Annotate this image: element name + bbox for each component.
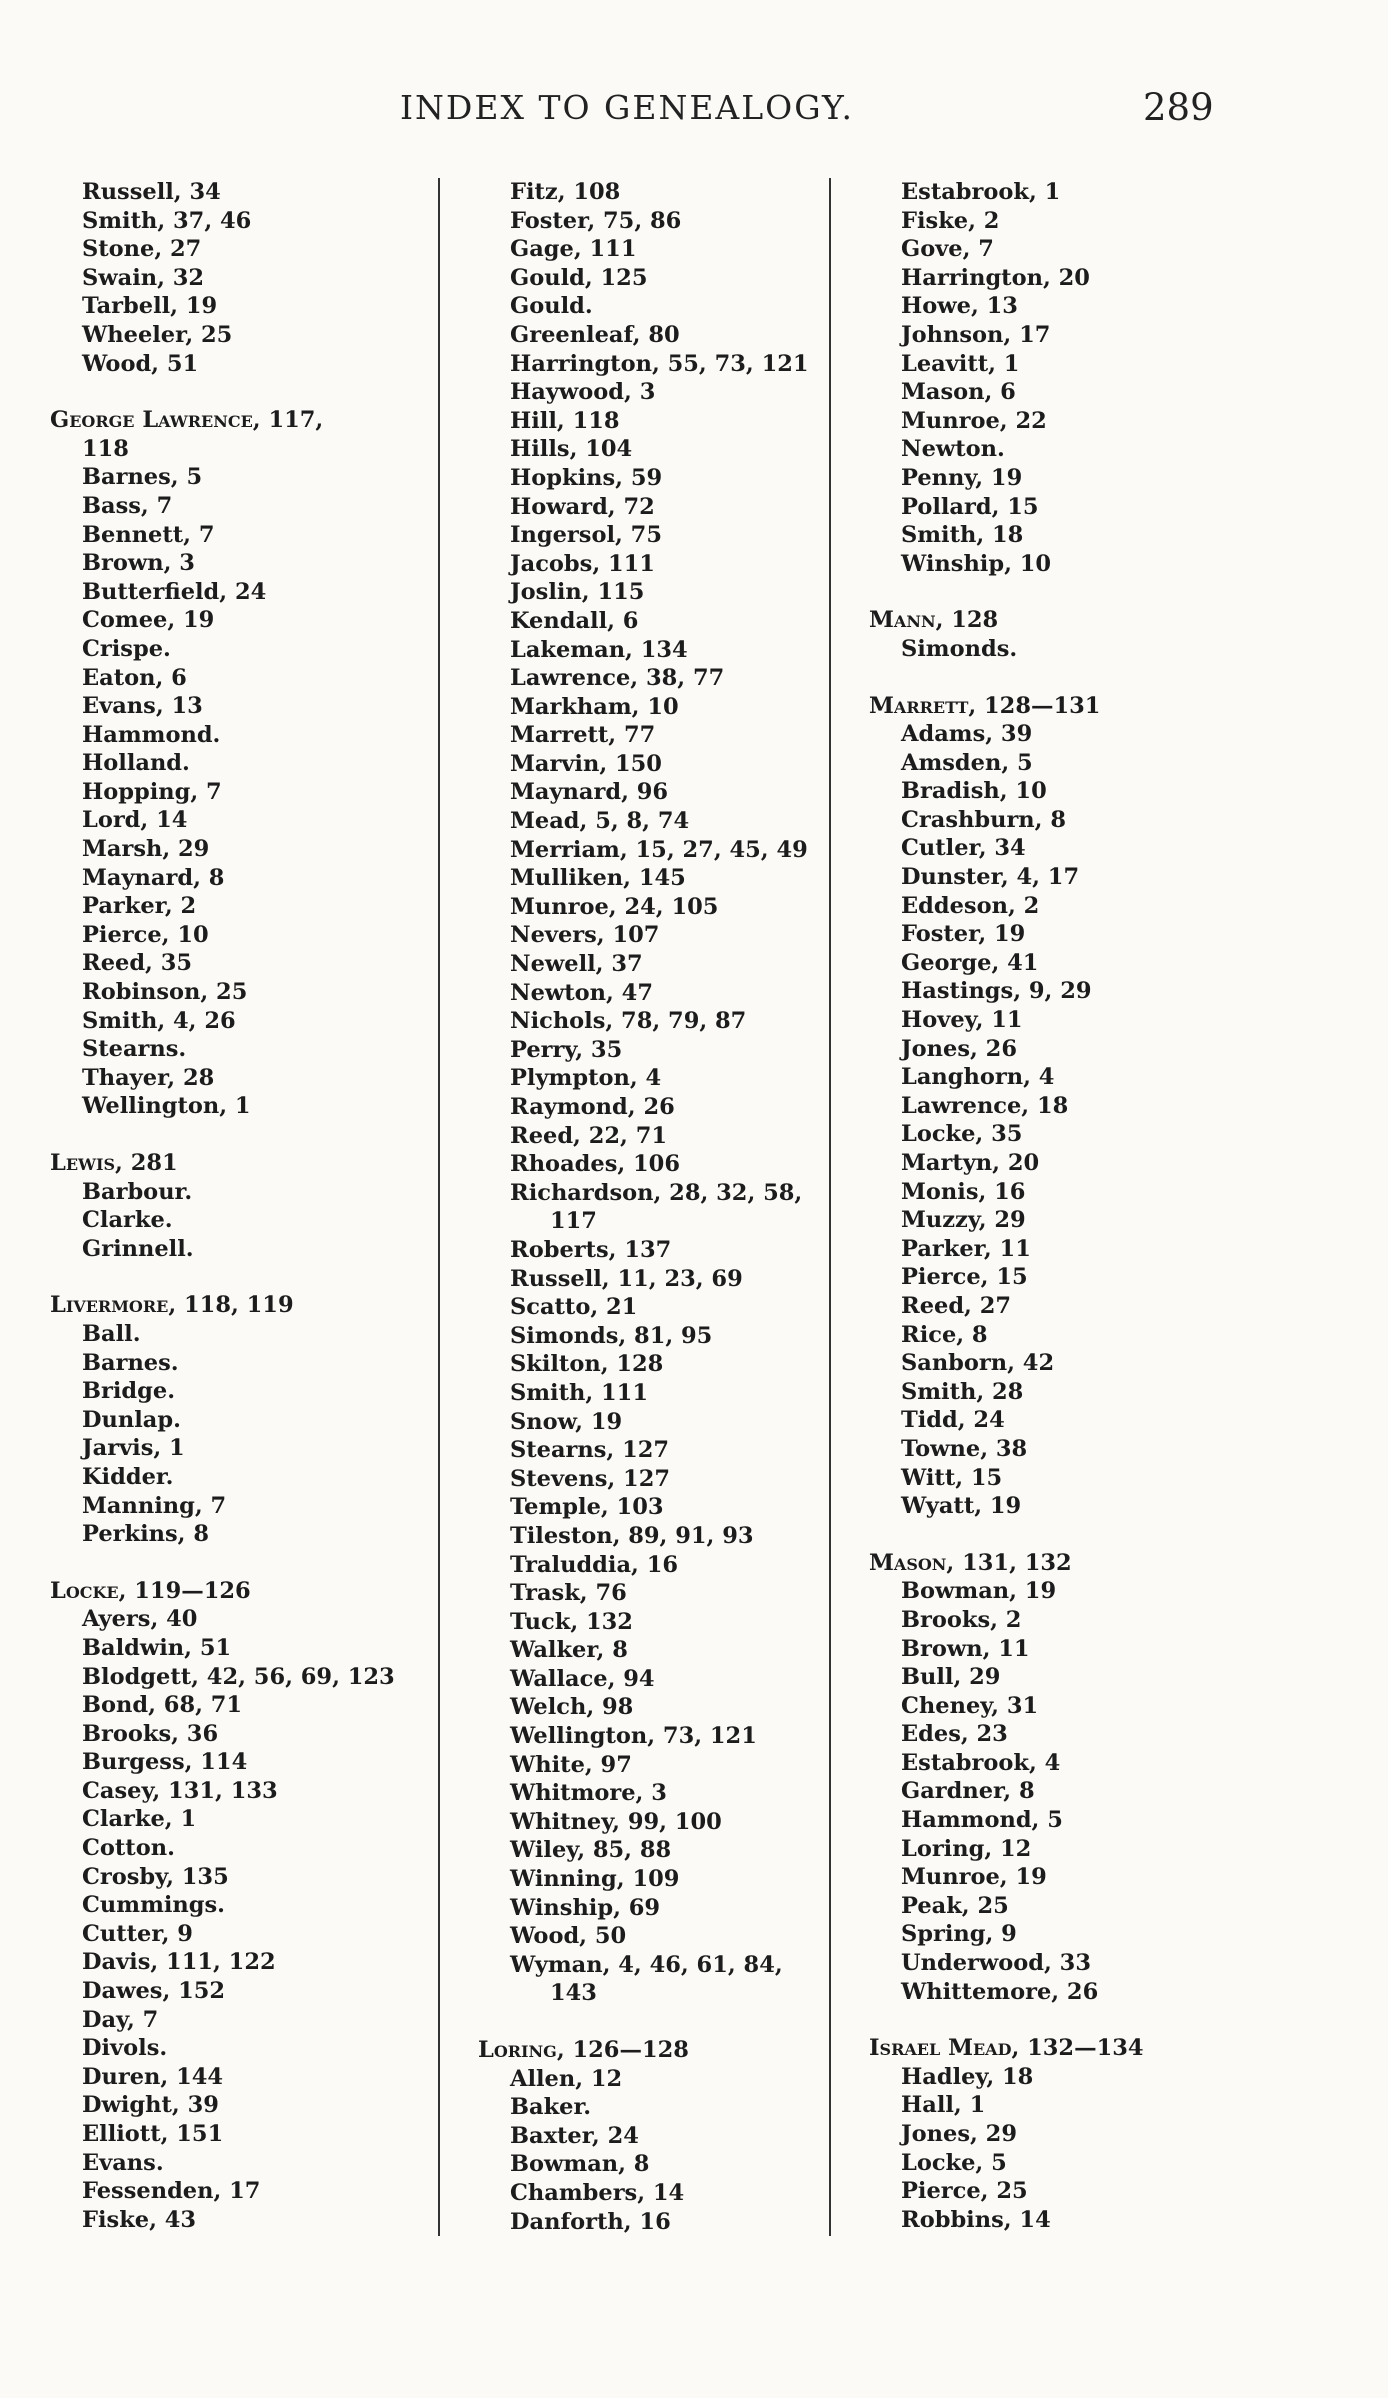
index-subentry: Hill, 118 — [510, 407, 620, 434]
index-subentry: Howe, 13 — [901, 293, 1018, 320]
index-subentry: Reed, 27 — [901, 1292, 1012, 1319]
index-subentry: Estabrook, 4 — [901, 1749, 1061, 1776]
index-subentry: Marsh, 29 — [82, 836, 210, 863]
index-continuation: 143 — [550, 1980, 597, 2007]
index-subentry: Munroe, 19 — [901, 1864, 1047, 1891]
index-subentry: Bridge. — [82, 1378, 176, 1405]
index-subentry: Bowman, 19 — [901, 1578, 1057, 1605]
index-subentry: Chambers, 14 — [510, 2179, 685, 2206]
index-subentry: Burgess, 114 — [82, 1749, 248, 1776]
index-subentry: Bond, 68, 71 — [82, 1692, 243, 1719]
index-subentry: Wheeler, 25 — [82, 321, 233, 348]
index-subentry: Gould. — [510, 293, 593, 320]
index-subentry: Cummings. — [82, 1892, 226, 1919]
index-subentry: Wellington, 73, 121 — [510, 1723, 757, 1750]
index-subentry: Butterfield, 24 — [82, 578, 267, 605]
index-subentry: Spring, 9 — [901, 1921, 1017, 1948]
index-subentry: Newell, 37 — [510, 951, 643, 978]
index-subentry: Whittemore, 26 — [901, 1978, 1099, 2005]
index-subentry: Stearns, 127 — [510, 1437, 670, 1464]
index-subentry: Wood, 51 — [82, 350, 199, 377]
index-subentry: Whitmore, 3 — [510, 1780, 667, 1807]
index-subentry: Perkins, 8 — [82, 1521, 209, 1548]
index-subentry: Newton. — [901, 436, 1005, 463]
index-subentry: Foster, 75, 86 — [510, 207, 682, 234]
index-subentry: Bradish, 10 — [901, 778, 1047, 805]
running-head-title: INDEX TO GENEALOGY. — [400, 88, 855, 127]
index-subentry: Tidd, 24 — [901, 1407, 1005, 1434]
index-subentry: Brooks, 36 — [82, 1720, 219, 1747]
index-subentry: Joslin, 115 — [510, 579, 645, 606]
index-subentry: Gove, 7 — [901, 236, 994, 263]
index-subentry: Wood, 50 — [510, 1923, 627, 1950]
index-subentry: Divols. — [82, 2035, 168, 2062]
index-subentry: Cheney, 31 — [901, 1692, 1039, 1719]
index-subentry: Walker, 8 — [510, 1637, 628, 1664]
index-subentry: Crashburn, 8 — [901, 806, 1066, 833]
index-heading: Mason, 131, 132 — [869, 1549, 1072, 1576]
column-divider-1 — [438, 178, 440, 2236]
index-subentry: Gage, 111 — [510, 236, 637, 263]
index-subentry: Tuck, 132 — [510, 1608, 633, 1635]
index-subentry: Simonds, 81, 95 — [510, 1322, 713, 1349]
index-subentry: Smith, 37, 46 — [82, 207, 252, 234]
index-subentry: Wyatt, 19 — [901, 1493, 1022, 1520]
index-subentry: Munroe, 24, 105 — [510, 893, 719, 920]
index-subentry: Jarvis, 1 — [82, 1435, 185, 1462]
index-subentry: Smith, 18 — [901, 522, 1024, 549]
index-subentry: Hovey, 11 — [901, 1007, 1023, 1034]
index-subentry: Whitney, 99, 100 — [510, 1808, 722, 1835]
index-subentry: Leavitt, 1 — [901, 350, 1020, 377]
index-subentry: Wellington, 1 — [82, 1093, 251, 1120]
index-subentry: Greenleaf, 80 — [510, 321, 680, 348]
index-subentry: Eaton, 6 — [82, 664, 187, 691]
index-continuation: 118 — [82, 435, 129, 462]
index-subentry: Dunlap. — [82, 1406, 181, 1433]
index-subentry: Muzzy, 29 — [901, 1207, 1026, 1234]
index-subentry: Elliott, 151 — [82, 2121, 224, 2147]
index-subentry: Manning, 7 — [82, 1492, 227, 1519]
index-subentry: Adams, 39 — [901, 721, 1033, 748]
index-subentry: Maynard, 8 — [82, 864, 225, 891]
index-subentry: Marrett, 77 — [510, 722, 656, 749]
column-divider-2 — [829, 178, 831, 2236]
index-subentry: Perry, 35 — [510, 1036, 623, 1063]
index-subentry: Rice, 8 — [901, 1321, 988, 1348]
index-column-1 — [50, 178, 430, 2234]
index-subentry: Howard, 72 — [510, 493, 655, 520]
index-heading: Mann, 128 — [869, 607, 999, 634]
index-subentry: Hall, 1 — [901, 2092, 986, 2119]
index-subentry: Estabrook, 1 — [901, 179, 1061, 205]
index-subentry: Marvin, 150 — [510, 750, 662, 777]
index-subentry: Kendall, 6 — [510, 607, 639, 634]
index-subentry: Raymond, 26 — [510, 1094, 675, 1120]
index-subentry: Hopkins, 59 — [510, 464, 663, 491]
index-subentry: Merriam, 15, 27, 45, 49 — [510, 836, 808, 863]
index-subentry: Traluddia, 16 — [510, 1551, 679, 1578]
index-subentry: Towne, 38 — [901, 1435, 1028, 1462]
index-subentry: Johnson, 17 — [901, 321, 1051, 348]
index-subentry: Robbins, 14 — [901, 2206, 1051, 2233]
index-subentry: Smith, 4, 26 — [82, 1007, 236, 1034]
index-subentry: Ayers, 40 — [82, 1606, 198, 1633]
index-subentry: Baldwin, 51 — [82, 1634, 232, 1661]
index-subentry: Cotton. — [82, 1835, 175, 1862]
index-heading: Israel Mead, 132—134 — [869, 2035, 1144, 2062]
index-subentry: Harrington, 55, 73, 121 — [510, 350, 809, 377]
index-subentry: Bennett, 7 — [82, 521, 215, 548]
index-subentry: Clarke. — [82, 1207, 173, 1234]
index-subentry: Hammond. — [82, 721, 221, 748]
index-heading: Marrett, 128—131 — [869, 692, 1101, 719]
index-subentry: Newton, 47 — [510, 979, 653, 1006]
index-subentry: Wiley, 85, 88 — [510, 1837, 672, 1864]
index-subentry: Barnes, 5 — [82, 464, 203, 491]
index-subentry: Bass, 7 — [82, 492, 173, 519]
index-subentry: Temple, 103 — [510, 1494, 664, 1521]
index-subentry: Crosby, 135 — [82, 1863, 229, 1890]
index-subentry: Ball. — [82, 1320, 141, 1347]
index-subentry: Scatto, 21 — [510, 1294, 638, 1321]
index-subentry: Dawes, 152 — [82, 1978, 226, 2005]
index-subentry: Robinson, 25 — [82, 979, 248, 1006]
index-subentry: Bowman, 8 — [510, 2151, 650, 2178]
index-subentry: Allen, 12 — [510, 2065, 623, 2092]
index-subentry: Mason, 6 — [901, 379, 1016, 406]
index-subentry: Nichols, 78, 79, 87 — [510, 1008, 747, 1035]
index-heading: Loring, 126—128 — [478, 2037, 689, 2063]
index-subentry: Penny, 19 — [901, 464, 1023, 491]
index-subentry: Smith, 111 — [510, 1379, 648, 1406]
index-subentry: Simonds. — [901, 635, 1018, 662]
index-subentry: Pierce, 10 — [82, 921, 209, 948]
index-heading: Livermore, 118, 119 — [50, 1292, 294, 1319]
index-subentry: Baxter, 24 — [510, 2122, 639, 2149]
index-subentry: Foster, 19 — [901, 921, 1026, 948]
index-subentry: Jacobs, 111 — [510, 550, 655, 577]
index-subentry: Munroe, 22 — [901, 407, 1047, 434]
index-subentry: Dunster, 4, 17 — [901, 864, 1080, 891]
index-subentry: Pierce, 25 — [901, 2178, 1028, 2205]
index-subentry: White, 97 — [510, 1751, 632, 1778]
index-subentry: Eddeson, 2 — [901, 892, 1040, 919]
index-subentry: Ingersol, 75 — [510, 522, 662, 549]
index-subentry: Stevens, 127 — [510, 1465, 671, 1492]
index-subentry: Comee, 19 — [82, 607, 215, 634]
index-subentry: Roberts, 137 — [510, 1236, 672, 1263]
index-subentry: Welch, 98 — [510, 1694, 634, 1721]
index-subentry: Nevers, 107 — [510, 922, 660, 949]
index-subentry: Hopping, 7 — [82, 778, 222, 805]
index-subentry: Stone, 27 — [82, 236, 202, 263]
index-subentry: Fiske, 2 — [901, 207, 1000, 234]
index-subentry: Hills, 104 — [510, 436, 633, 463]
index-subentry: Mulliken, 145 — [510, 865, 686, 892]
index-subentry: Lawrence, 38, 77 — [510, 665, 725, 692]
index-subentry: Evans, 13 — [82, 693, 203, 720]
index-subentry: Baker. — [510, 2094, 592, 2121]
index-subentry: Jones, 26 — [901, 1035, 1017, 1062]
index-heading: Lewis, 281 — [50, 1150, 178, 1176]
index-subentry: Smith, 28 — [901, 1378, 1024, 1405]
index-subentry: Fiske, 43 — [82, 2206, 197, 2233]
index-subentry: Lakeman, 134 — [510, 636, 688, 663]
index-subentry: Reed, 22, 71 — [510, 1122, 668, 1149]
index-subentry: Cutler, 34 — [901, 835, 1026, 862]
index-subentry: Russell, 34 — [82, 179, 221, 205]
index-subentry: Fitz, 108 — [510, 179, 621, 205]
index-subentry: Evans. — [82, 2149, 164, 2176]
index-subentry: Rhoades, 106 — [510, 1151, 680, 1178]
index-subentry: Haywood, 3 — [510, 379, 656, 406]
index-subentry: Hammond, 5 — [901, 1807, 1063, 1834]
index-subentry: George, 41 — [901, 949, 1039, 976]
index-subentry: Brooks, 2 — [901, 1606, 1022, 1633]
index-subentry: Thayer, 28 — [82, 1064, 215, 1091]
index-subentry: Locke, 5 — [901, 2149, 1007, 2176]
index-subentry: Harrington, 20 — [901, 264, 1090, 291]
index-subentry: Cutter, 9 — [82, 1920, 193, 1947]
index-subentry: Winship, 10 — [901, 550, 1052, 577]
index-subentry: Swain, 32 — [82, 264, 205, 291]
index-subentry: Clarke, 1 — [82, 1806, 197, 1833]
index-subentry: Mead, 5, 8, 74 — [510, 808, 690, 835]
index-subentry: Edes, 23 — [901, 1721, 1008, 1748]
index-subentry: Crispe. — [82, 635, 171, 662]
index-subentry: Amsden, 5 — [901, 749, 1033, 776]
index-subentry: Casey, 131, 133 — [82, 1777, 278, 1804]
index-subentry: Plympton, 4 — [510, 1065, 662, 1092]
index-subentry: Richardson, 28, 32, 58, — [510, 1179, 803, 1206]
index-subentry: Winship, 69 — [510, 1894, 661, 1921]
index-subentry: Wallace, 94 — [510, 1665, 655, 1692]
index-subentry: Trask, 76 — [510, 1580, 627, 1607]
index-subentry: Gould, 125 — [510, 264, 648, 291]
index-subentry: Russell, 11, 23, 69 — [510, 1265, 743, 1292]
index-subentry: Winning, 109 — [510, 1866, 680, 1893]
index-subentry: Bull, 29 — [901, 1664, 1001, 1691]
index-column-2 — [478, 178, 818, 2236]
index-subentry: Snow, 19 — [510, 1408, 623, 1435]
index-subentry: Pierce, 15 — [901, 1264, 1028, 1291]
index-subentry: Wyman, 4, 46, 61, 84, — [510, 1951, 783, 1978]
index-subentry: Hastings, 9, 29 — [901, 978, 1092, 1005]
index-subentry: Fessenden, 17 — [82, 2178, 261, 2205]
index-subentry: Kidder. — [82, 1463, 174, 1490]
index-subentry: Brown, 3 — [82, 550, 195, 577]
index-subentry: Parker, 11 — [901, 1235, 1031, 1262]
index-subentry: Grinnell. — [82, 1235, 194, 1262]
index-subentry: Loring, 12 — [901, 1835, 1032, 1862]
index-subentry: Davis, 111, 122 — [82, 1949, 276, 1976]
index-subentry: Sanborn, 42 — [901, 1350, 1055, 1377]
index-subentry: Langhorn, 4 — [901, 1064, 1055, 1091]
index-subentry: Pollard, 15 — [901, 493, 1039, 520]
index-subentry: Stearns. — [82, 1036, 187, 1063]
index-heading: Locke, 119—126 — [50, 1577, 251, 1604]
index-subentry: Peak, 25 — [901, 1892, 1009, 1919]
index-subentry: Tarbell, 19 — [82, 293, 218, 320]
page-number: 289 — [1143, 86, 1214, 129]
index-subentry: Martyn, 20 — [901, 1150, 1040, 1176]
index-subentry: Skilton, 128 — [510, 1351, 664, 1378]
index-subentry: Barnes. — [82, 1349, 179, 1376]
index-subentry: Lord, 14 — [82, 807, 188, 834]
index-heading: George Lawrence, 117, — [50, 407, 324, 434]
index-subentry: Duren, 144 — [82, 2063, 224, 2090]
index-subentry: Hadley, 18 — [901, 2063, 1034, 2090]
index-subentry: Witt, 15 — [901, 1464, 1003, 1491]
index-subentry: Maynard, 96 — [510, 779, 669, 806]
index-subentry: Markham, 10 — [510, 693, 679, 720]
index-subentry: Locke, 35 — [901, 1121, 1023, 1148]
index-subentry: Tileston, 89, 91, 93 — [510, 1522, 754, 1549]
index-subentry: Parker, 2 — [82, 893, 197, 920]
index-subentry: Barbour. — [82, 1178, 193, 1205]
index-subentry: Monis, 16 — [901, 1178, 1026, 1205]
index-subentry: Lawrence, 18 — [901, 1092, 1069, 1119]
index-subentry: Brown, 11 — [901, 1635, 1030, 1662]
index-subentry: Dwight, 39 — [82, 2092, 219, 2119]
index-subentry: Blodgett, 42, 56, 69, 123 — [82, 1663, 395, 1690]
index-continuation: 117 — [550, 1208, 597, 1235]
index-subentry: Holland. — [82, 750, 190, 777]
index-column-3 — [869, 178, 1269, 2234]
index-subentry: Jones, 29 — [901, 2121, 1017, 2147]
index-subentry: Day, 7 — [82, 2006, 159, 2033]
index-subentry: Reed, 35 — [82, 950, 193, 977]
index-subentry: Underwood, 33 — [901, 1950, 1091, 1977]
index-subentry: Danforth, 16 — [510, 2208, 671, 2235]
index-subentry: Gardner, 8 — [901, 1778, 1035, 1805]
